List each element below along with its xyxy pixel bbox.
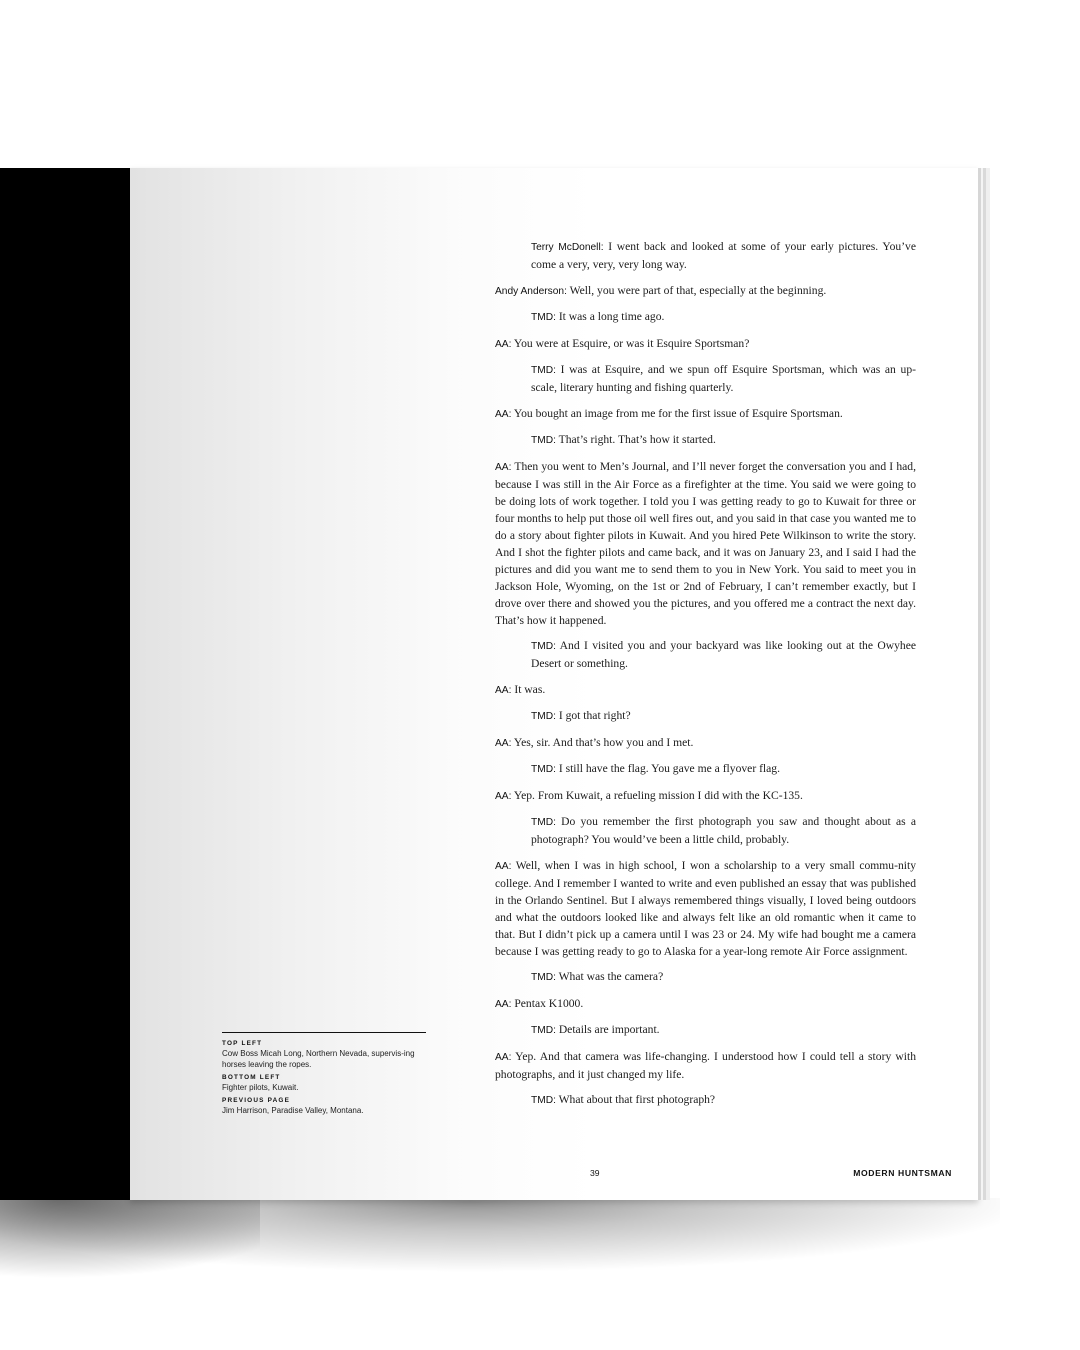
interview-paragraph xyxy=(495,813,916,848)
paragraph-text: I got that right? xyxy=(558,709,631,722)
speaker-label: AA: xyxy=(495,1051,512,1063)
caption-text: Cow Boss Micah Long, Northern Nevada, supervis-ing horses leaving the ropes. xyxy=(222,1049,415,1069)
interview-paragraph xyxy=(495,787,916,805)
speaker-label: TMD: xyxy=(531,711,556,722)
speaker-label: TMD: xyxy=(531,817,556,828)
speaker-label: Andy Anderson: xyxy=(495,285,567,297)
paragraph-text: What was the camera? xyxy=(558,970,664,983)
caption-text: Jim Harrison, Paradise Valley, Montana. xyxy=(222,1106,364,1115)
interview-paragraph xyxy=(495,681,916,699)
interview-paragraph xyxy=(495,361,916,396)
paragraph-text: Do you remember the first photograph you saw and thought about as a photograph? You would’ve been a little child, probably. xyxy=(531,815,916,846)
interview-paragraph xyxy=(495,734,916,752)
interview-paragraph xyxy=(495,458,916,629)
interview-paragraph xyxy=(495,1048,916,1083)
speaker-label: TMD: xyxy=(531,312,556,323)
interview-paragraph xyxy=(495,857,916,960)
speaker-label: AA: xyxy=(495,338,512,350)
speaker-label: AA: xyxy=(495,461,512,473)
speaker-label: TMD: xyxy=(531,1095,556,1106)
interview-paragraph xyxy=(495,238,916,273)
caption-heading: BOTTOM LEFT xyxy=(222,1074,281,1081)
interview-paragraph xyxy=(495,431,916,449)
paragraph-text: It was. xyxy=(514,682,546,696)
interview-paragraph xyxy=(495,308,916,326)
photo-captions xyxy=(222,1032,426,1119)
interview-paragraph xyxy=(495,995,916,1013)
paragraph-text: Yep. And that camera was life-changing. I understood how I could tell a story with photographs, and it just changed my life. xyxy=(495,1049,917,1081)
paragraph-text: Yes, sir. And that’s how you and I met. xyxy=(513,735,694,749)
interview-paragraph xyxy=(495,335,916,353)
caption-heading: PREVIOUS PAGE xyxy=(222,1097,291,1104)
paragraph-text: That’s right. That’s how it started. xyxy=(558,433,716,446)
paragraph-text: You were at Esquire, or was it Esquire Sportsman? xyxy=(513,336,750,350)
interview-paragraph xyxy=(495,405,916,423)
speaker-label: TMD: xyxy=(531,641,556,652)
paragraph-text: What about that first photograph? xyxy=(558,1093,716,1106)
speaker-label: TMD: xyxy=(531,764,556,775)
paragraph-text: Pentax K1000. xyxy=(514,996,584,1010)
speaker-label: Terry McDonell: xyxy=(531,242,604,253)
speaker-label: AA: xyxy=(495,408,512,420)
page-edge xyxy=(986,168,990,1200)
paragraph-text: And I visited you and your backyard was like looking out at the Owyhee Desert or something. xyxy=(531,639,917,670)
page-number: 39 xyxy=(590,1168,600,1178)
speaker-label: TMD: xyxy=(531,435,556,446)
speaker-label: AA: xyxy=(495,998,512,1010)
paragraph-text: You bought an image from me for the first issue of Esquire Sportsman. xyxy=(513,406,843,420)
paragraph-text: Well, when I was in high school, I won a scholarship to a very small commu-nity college. And I remember I wanted to write and even published an essay that was published in the Orlando Sentinel. But I always remembered things visually, I loved being outdoors and what the outdoors looked like and always felt like an old romantic when it came to that. But I didn’t pick up a camera until I was 23 or 24. My wife had bought me a camera because I was getting ready to go to Alaska for a year-long remote Air Force assignment. xyxy=(495,858,916,958)
interview-paragraph xyxy=(495,760,916,778)
speaker-label: AA: xyxy=(495,684,512,696)
interview-paragraph xyxy=(495,1091,916,1109)
speaker-label: AA: xyxy=(495,860,512,872)
caption-text: Fighter pilots, Kuwait. xyxy=(222,1083,299,1092)
interview-paragraph xyxy=(495,1021,916,1039)
interview-text xyxy=(495,238,916,1118)
paragraph-text: Details are important. xyxy=(558,1023,660,1036)
speaker-label: TMD: xyxy=(531,972,556,983)
floor-shadow-left xyxy=(0,1198,260,1288)
paragraph-text: It was a long time ago. xyxy=(558,310,665,323)
interview-paragraph xyxy=(495,637,916,672)
paragraph-text: Yep. From Kuwait, a refueling mission I did with the KC-135. xyxy=(513,788,803,802)
paragraph-text: I was at Esquire, and we spun off Esquire Sportsman, which was an up-scale, literary hunting and fishing quarterly. xyxy=(531,363,916,394)
speaker-label: TMD: xyxy=(531,1025,556,1036)
paragraph-text: Then you went to Men’s Journal, and I’ll never forget the conversation you and I had, because I was still in the Air Force as a firefighter at the time. You said we were going to be doing lots of work together. I told you I was getting ready to go to Kuwait for three or four months to help put those oil well fires out, and you said in that case you wanted me to do a story about fighter pilots in Kuwait. And you hired Pete Wilkinson to write the story. And I shot the fighter pilots and came back, and it was on January 23, and I said I had the pictures and did you want me to send them to you in New York. You said to meet you in Jackson Hole, Wyoming, on the 1st or 2nd of February, I can’t remember exactly, but I drove over there and showed you the pictures, and you offered me a contract the next day. That’s how it happened. xyxy=(495,459,916,627)
paragraph-text: Well, you were part of that, especially at the beginning. xyxy=(569,283,827,297)
interview-paragraph xyxy=(495,282,916,300)
speaker-label: AA: xyxy=(495,737,512,749)
magazine-spine xyxy=(0,168,132,1200)
magazine-name: MODERN HUNTSMAN xyxy=(853,1168,952,1178)
paragraph-text: I went back and looked at some of your early pictures. You’ve come a very, very, very long way. xyxy=(531,240,916,271)
speaker-label: TMD: xyxy=(531,365,556,376)
caption-heading: TOP LEFT xyxy=(222,1040,263,1047)
interview-paragraph xyxy=(495,968,916,986)
speaker-label: AA: xyxy=(495,790,512,802)
interview-paragraph xyxy=(495,707,916,725)
paragraph-text: I still have the flag. You gave me a flyover flag. xyxy=(558,762,780,775)
